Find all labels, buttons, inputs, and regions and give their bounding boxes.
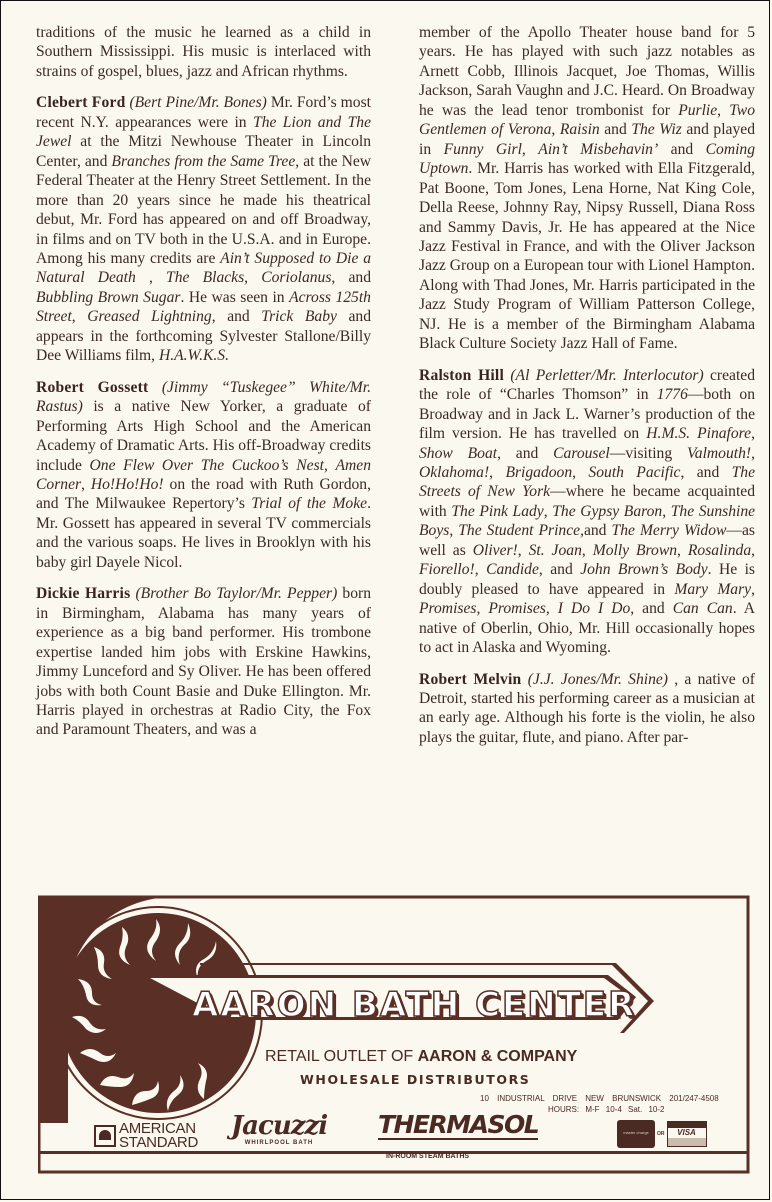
credit-cards [617,1120,707,1148]
as-line-1: AMERICAN [119,1120,196,1137]
body-text: , [751,444,755,462]
body-text: at the Mitzi Newhouse Theater in Lincoln Center, and [36,133,371,170]
mastercard-label: master charge [623,1130,649,1135]
title-italic: Coriolanus [261,269,332,287]
title-italic: H.M.S. Pinafore [646,425,752,443]
as-line-2: STANDARD [119,1134,198,1151]
body-text: ,and [580,522,612,540]
body-text: —as well as [419,522,755,559]
title-italic: John Brown’s Body [580,561,708,579]
ad-title: AARON BATH CENTER [192,985,637,1025]
title-italic: Raisin [559,121,600,139]
body-text: Mr. Ford’s most recent N.Y. appearances were in [36,94,372,131]
performer-name: Ralston Hill [419,366,504,384]
body-text: and appears in the forthcoming Sylvester Stallone/Billy Dee Williams film, [36,308,371,365]
body-text: and [658,140,706,158]
title-italic: Ain’t Supposed to Die a Natural Death [36,249,371,287]
ad-wholesale: WHOLESALE DISTRIBUTORS [300,1072,531,1087]
body-text: , [751,541,756,559]
title-italic: One Flew Over The Cuckoo’s Nest [89,456,324,474]
body-text: , [517,541,529,559]
continued-paragraph [419,23,755,354]
performer-role: (J.J. Jones/Mr. Shine) [527,670,668,688]
body-text: , [543,502,553,520]
title-italic: Carousel [553,444,610,462]
bio-paragraph [36,93,371,365]
bio-paragraph [36,378,371,573]
body-text: member of the Apollo Theater house band for 5 years. He has played with such jazz notables as Arnett Cobb, Illinois Jacquet, Joe Thomas, Willis Jackson, Sarah Vaughn and J.C. Heard. On Broadway he was the lead tenor trombonist for [419,24,755,119]
performer-name: Robert Melvin [419,670,522,688]
jacuzzi-name: Jacuzzi [230,1111,328,1141]
title-italic: The Wiz [631,121,682,139]
title-italic: The Blacks [166,269,245,287]
performer-role: (Brother Bo Taylor/Mr. Pepper) [135,585,338,603]
body-text: , [662,502,671,520]
title-italic: Coming Uptown [419,140,756,178]
body-text: , [474,561,487,579]
body-text: , [81,475,91,493]
body-text: . He is doubly pleased to have appeared in [419,561,755,598]
body-text: , [244,269,262,287]
american-standard-icon [94,1125,116,1147]
title-italic: Mary Mary [674,580,752,598]
performer-name: Dickie Harris [36,585,131,603]
body-text: and [599,121,632,139]
title-italic: Brigadoon [505,463,573,481]
bio-paragraph [36,584,371,740]
title-italic: The Pink Lady [451,502,544,520]
title-italic: Promises, Promises [419,600,546,618]
thermasol-sub: IN-ROOM STEAM BATHS [386,1153,470,1160]
title-italic: Two Gentlemen of Verona [419,101,755,139]
performer-name: Robert Gossett [36,378,149,396]
jacuzzi-logo [224,1112,334,1146]
visa-label: VISA [677,1128,696,1137]
ad-retail-line [265,1048,577,1066]
body-text: , [449,522,459,540]
title-italic: St. Joan [528,541,582,559]
body-text: , [751,425,756,443]
title-italic: The Sunshine Boys [419,502,756,540]
performer-name: Clebert Ford [36,94,126,112]
cards-or: OR [657,1131,665,1137]
body-text: and played in [419,121,755,158]
title-italic: The Merry Widow [611,522,727,540]
body-text: , [71,308,88,326]
performer-role: (Bert Pine/Mr. Bones) [129,94,267,112]
body-text: , at the New Federal Theater at the Henry Street Settlement. In the more than 20 years since he made his theatrical debut, Mr. Ford has appeared on and off Broadway, in films and on TV both in the U.S.A. and in Europe. Among his many credits are [36,152,372,267]
body-text: , and [538,561,581,579]
title-italic: Ain’t Misbehavin’ [538,140,659,158]
body-text: created the role of “Charles Thomson” in [419,366,755,404]
body-text: . He was seen in [180,288,290,306]
title-italic: Oliver! [472,541,518,559]
body-text: , [717,101,730,119]
title-italic: I Do I Do [557,600,631,618]
title-italic: Trial of the Moke [251,495,368,513]
body-text: . Mr. Gossett has appeared in several TV commercials and the various soaps. He lives in Brooklyn with his baby girl Dayele Nicol. [36,495,371,571]
body-text: —visiting [609,444,687,462]
title-italic: Ho!Ho!Ho! [90,475,164,493]
thermasol-name: THERMASOL [378,1110,539,1139]
title-italic: Show Boat [419,444,498,462]
body-text: , [677,541,688,559]
american-standard-logo [94,1122,198,1150]
jacuzzi-sub: WHIRLPOOL BATH [244,1140,314,1146]
continued-paragraph [36,23,371,81]
thermasol-logo [378,1112,538,1140]
title-italic: The Lion and The Jewel [36,113,371,151]
ad-hours: HOURS: M-F 10-4 Sat. 10-2 [548,1105,665,1114]
performer-role: (Al Perletter/Mr. Interlocutor) [510,366,704,384]
title-italic: The Streets of New York [419,463,755,501]
title-italic: Candide [486,561,539,579]
body-text: , [521,140,539,158]
title-italic: The Student Prince [458,522,581,540]
body-text: , [551,121,560,139]
body-text: , [751,580,756,598]
title-italic: Oklahoma! [419,463,490,481]
ad-address: 10 INDUSTRIAL DRIVE NEW BRUNSWICK 201/247-4508 [480,1094,719,1103]
performer-role: (Jimmy “Tuskegee” White/Mr. Rastus) [36,378,371,416]
title-italic: Can Can [672,600,733,618]
body-text: , a native of Detroit, started his performing career as a musician at an early age. Although his forte is the violin, he also plays the guitar, flute, and piano. After par- [419,670,755,746]
retail-prefix: RETAIL OUTLET OF [265,1048,418,1065]
title-italic: South Pacific [588,463,681,481]
title-italic: 1776 [656,386,688,404]
body-text: , [572,463,589,481]
body-text: , and [497,444,554,462]
body-text: . Mr. Harris has worked with Ella Fitzgerald, Pat Boone, Tom Jones, Lena Horne, Nat King Cole, Della Reese, Johnny Ray, Nipsy Russell, Diana Ross and Sammy Davis, Jr. He has appeared at the Nice Jazz Festival in France, and with the Oliver Jackson Jazz Group on a European tour with Lionel Hampton. Along with Thad Jones, Mr. Harris participated in the Jazz Study Program of William Patterson College, NJ. He is a member of the Birmingham Alabama Black Culture Society Jazz Hall of Fame. [419,160,755,353]
title-italic: Molly Brown [592,541,678,559]
body-text: , and [630,600,673,618]
title-italic: Funny Girl [443,140,522,158]
bio-paragraph [419,670,755,748]
body-text: , [545,600,558,618]
body-text: , and [331,269,371,287]
body-text: born in Birmingham, Alabama has many years of experience as a big band performer. His trombone expertise landed him jobs with Erskine Hawkins, Jimmy Lunceford and Sy Oliver. He has been offered jobs with both Count Basie and Duke Ellington. Mr. Harris played in orchestras at Radio City, the Fox and Paramount Theaters, and was a [36,585,371,739]
right-column [419,23,755,759]
retail-company: AARON & COMPANY [417,1048,578,1065]
title-italic: Rosalinda [687,541,752,559]
bio-paragraph [419,366,755,658]
title-italic: The Gypsy Baron [552,502,663,520]
visa-icon [667,1121,707,1147]
title-italic: H.A.W.K.S. [158,347,229,365]
title-italic: Valmouth! [686,444,752,462]
title-italic: Across 125th Street [36,288,371,326]
left-column [36,23,371,752]
mastercard-icon [617,1120,655,1148]
body-text: , and [680,463,732,481]
title-italic: Purlie [678,101,718,119]
title-italic: Greased Lightning [87,308,212,326]
title-italic: Amen Corner [36,456,372,493]
body-text: is a native New Yorker, a graduate of Performing Arts High School and the American Academy of Dramatic Arts. His off-Broadway credits include [36,398,371,474]
body-text: traditions of the music he learned as a child in Southern Mississippi. His music is interlaced with strains of gospel, blues, jazz and African rhythms. [36,24,371,80]
body-text: , and [211,308,262,326]
body-text: , [489,463,506,481]
body-text: —where he became acquainted with [419,483,755,520]
title-italic: Bubbling Brown Sugar [36,288,181,306]
body-text: —both on Broadway and in Jack L. Warner’s production of the film version. He has travelled on [419,386,755,443]
body-text: on the road with Ruth Gordon, and The Milwaukee Repertory’s [36,475,372,513]
body-text: , [135,269,167,287]
title-italic: Branches from the Same Tree [111,152,296,170]
body-text: , [581,541,593,559]
body-text: . A native of Oberlin, Ohio, Mr. Hill occasionally hopes to act in Alaska and Wyoming. [419,600,756,657]
body-text: , [323,456,336,474]
title-italic: Fiorello! [419,561,475,579]
title-italic: Trick Baby [261,308,337,326]
